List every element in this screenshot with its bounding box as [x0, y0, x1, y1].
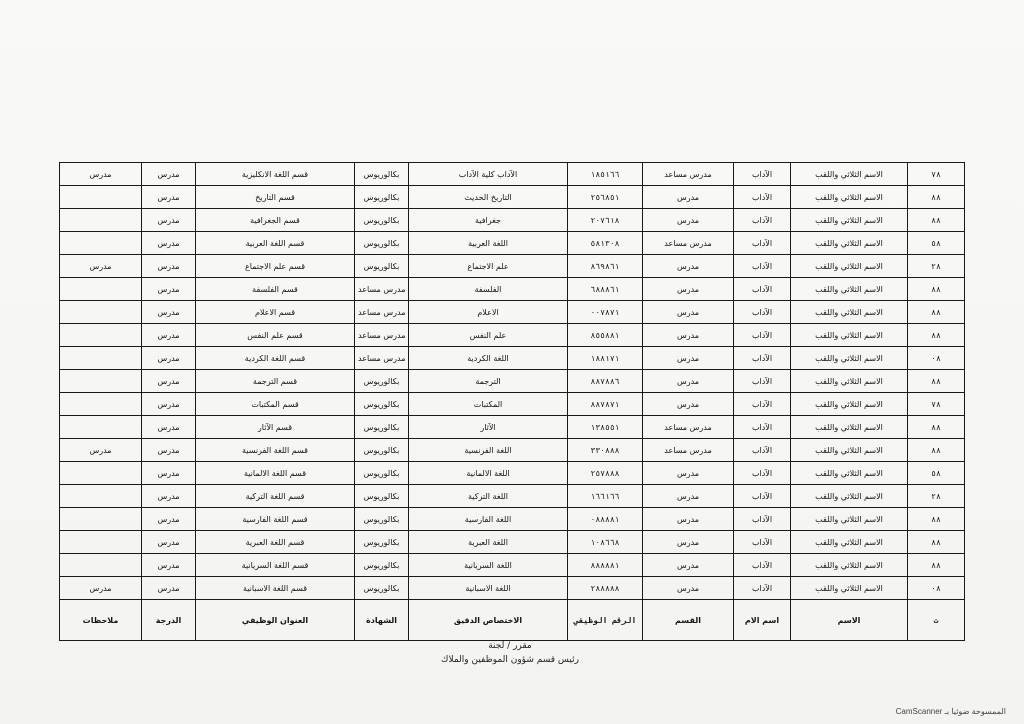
table-cell: ٠٨: [908, 577, 965, 600]
table-cell: الآداب: [734, 232, 791, 255]
table-cell: مدرس مساعد: [355, 347, 409, 370]
table-cell: القسم: [643, 600, 734, 641]
table-cell: الشهادة: [355, 600, 409, 641]
table-cell: قسم اللغة التركية: [196, 485, 355, 508]
table-cell: مدرس مساعد: [355, 324, 409, 347]
table-row: [60, 439, 965, 462]
table-cell: ٧٨: [908, 163, 965, 186]
table-cell: الآداب: [734, 393, 791, 416]
table-cell: [60, 186, 142, 209]
table-row: [60, 232, 965, 255]
table-cell: مدرس: [142, 163, 196, 186]
table-cell: ٠٨: [908, 347, 965, 370]
table-cell: قسم علم الاجتماع: [196, 255, 355, 278]
footer-line-2: رئيس قسم شؤون الموظفين والملاك: [441, 655, 579, 665]
table-cell: مدرس مساعد: [355, 278, 409, 301]
table-cell: مدرس: [142, 324, 196, 347]
table-cell: ٨٨: [908, 301, 965, 324]
table-cell: [60, 508, 142, 531]
table-cell: [60, 301, 142, 324]
table-cell: الآداب: [734, 255, 791, 278]
table-cell: قسم علم النفس: [196, 324, 355, 347]
staff-table: [59, 162, 965, 641]
table-row: [60, 531, 965, 554]
table-cell: الاعلام: [409, 301, 568, 324]
table-cell: الاسم الثلاثي واللقب: [791, 554, 908, 577]
table-cell: بكالوريوس: [355, 416, 409, 439]
table-row: [60, 554, 965, 577]
table-cell: الاسم الثلاثي واللقب: [791, 255, 908, 278]
table-cell: ٢٨٨٨٨٨: [568, 577, 643, 600]
table-cell: [60, 324, 142, 347]
table-cell: الآداب: [734, 186, 791, 209]
table-cell: الاسم الثلاثي واللقب: [791, 163, 908, 186]
table-cell: قسم اللغة الكردية: [196, 347, 355, 370]
table-cell: مدرس: [643, 278, 734, 301]
table-cell: الاسم الثلاثي واللقب: [791, 577, 908, 600]
table-cell: الآداب كلية الآداب: [409, 163, 568, 186]
table-cell: بكالوريوس: [355, 485, 409, 508]
table-cell: الآداب: [734, 462, 791, 485]
table-cell: قسم الآثار: [196, 416, 355, 439]
table-cell: اللغة الفرنسية: [409, 439, 568, 462]
table-row: [60, 186, 965, 209]
table-cell: بكالوريوس: [355, 163, 409, 186]
table-cell: الاسم الثلاثي واللقب: [791, 186, 908, 209]
table-cell: ٨٨: [908, 439, 965, 462]
table-cell: [60, 370, 142, 393]
table-cell: اسم الام: [734, 600, 791, 641]
table-cell: مدرس: [142, 278, 196, 301]
table-cell: قسم اللغة الاسبانية: [196, 577, 355, 600]
table-cell: مدرس: [142, 301, 196, 324]
table-cell: [60, 232, 142, 255]
table-cell: بكالوريوس: [355, 462, 409, 485]
table-cell: بكالوريوس: [355, 232, 409, 255]
table-cell: الاسم الثلاثي واللقب: [791, 301, 908, 324]
table-cell: ٨٨: [908, 186, 965, 209]
table-cell: ٢٠٧٦١٨: [568, 209, 643, 232]
table-cell: ٢٨: [908, 485, 965, 508]
table-cell: مدرس: [643, 347, 734, 370]
table-cell: قسم الفلسفة: [196, 278, 355, 301]
table-cell: ت: [908, 600, 965, 641]
table-cell: قسم الاعلام: [196, 301, 355, 324]
table-cell: الاسم الثلاثي واللقب: [791, 347, 908, 370]
table-cell: ٨٨: [908, 531, 965, 554]
table-cell: مدرس: [60, 439, 142, 462]
table-cell: مدرس: [60, 163, 142, 186]
table-row: [60, 163, 965, 186]
table-row: [60, 508, 965, 531]
table-cell: المكتبات: [409, 393, 568, 416]
table-cell: الاسم الثلاثي واللقب: [791, 370, 908, 393]
table-cell: مدرس: [142, 462, 196, 485]
table-cell: الاسم الثلاثي واللقب: [791, 324, 908, 347]
table-cell: مدرس: [643, 462, 734, 485]
table-cell: [60, 554, 142, 577]
table-cell: الاختصاص الدقيق: [409, 600, 568, 641]
table-cell: قسم اللغة الفارسية: [196, 508, 355, 531]
table-cell: مدرس: [643, 301, 734, 324]
table-cell: ٨٨: [908, 324, 965, 347]
table-row: [60, 255, 965, 278]
table-cell: ٨٦٩٨٦١: [568, 255, 643, 278]
camscanner-watermark: CamScanner الممسوحة ضوئيا بـ: [895, 707, 1006, 716]
table-cell: اللغة العربية: [409, 232, 568, 255]
table-cell: مدرس: [142, 416, 196, 439]
table-cell: مدرس مساعد: [643, 232, 734, 255]
table-cell: مدرس مساعد: [355, 301, 409, 324]
table-cell: مدرس: [643, 324, 734, 347]
table-cell: مدرس: [142, 508, 196, 531]
table-cell: مدرس: [643, 393, 734, 416]
table-cell: الرقم الوظيفي: [568, 600, 643, 641]
table-cell: اللغة الكردية: [409, 347, 568, 370]
table-cell: ٢٥٧٨٨٨: [568, 462, 643, 485]
table-cell: ٥٨: [908, 462, 965, 485]
table-cell: الآداب: [734, 324, 791, 347]
table-row: [60, 370, 965, 393]
table-cell: ٣٣٠٨٨٨: [568, 439, 643, 462]
table-cell: علم النفس: [409, 324, 568, 347]
table-cell: [60, 347, 142, 370]
table-row: [60, 301, 965, 324]
table-cell: قسم الترجمة: [196, 370, 355, 393]
table-cell: ٨٨٧٨٧١: [568, 393, 643, 416]
table-cell: مدرس: [142, 370, 196, 393]
table-cell: الآداب: [734, 301, 791, 324]
table-cell: مدرس: [643, 255, 734, 278]
table-cell: بكالوريوس: [355, 577, 409, 600]
table-cell: بكالوريوس: [355, 554, 409, 577]
table-cell: مدرس: [643, 186, 734, 209]
table-cell: ٨٨٧٨٨٦: [568, 370, 643, 393]
table-cell: بكالوريوس: [355, 370, 409, 393]
table-cell: العنوان الوظيفي: [196, 600, 355, 641]
table-cell: اللغة الالمانية: [409, 462, 568, 485]
table-cell: بكالوريوس: [355, 531, 409, 554]
table-cell: ٨٨: [908, 554, 965, 577]
table-row: [60, 347, 965, 370]
table-cell: قسم اللغة الانكليزية: [196, 163, 355, 186]
table-cell: مدرس: [643, 531, 734, 554]
table-cell: [60, 209, 142, 232]
table-cell: [60, 531, 142, 554]
table-cell: قسم اللغة العبرية: [196, 531, 355, 554]
table-cell: الآثار: [409, 416, 568, 439]
table-row: [60, 209, 965, 232]
table-cell: الآداب: [734, 577, 791, 600]
table-body: [60, 163, 965, 641]
table-row: [60, 278, 965, 301]
table-cell: قسم اللغة السريانية: [196, 554, 355, 577]
table-cell: بكالوريوس: [355, 209, 409, 232]
table-cell: [60, 485, 142, 508]
table-cell: الاسم الثلاثي واللقب: [791, 462, 908, 485]
table-cell: ٢٨: [908, 255, 965, 278]
table-cell: ٧٨: [908, 393, 965, 416]
table-row: [60, 577, 965, 600]
table-cell: الآداب: [734, 508, 791, 531]
table-cell: مدرس: [142, 439, 196, 462]
table-cell: ٢٥٦٨٥١: [568, 186, 643, 209]
table-cell: مدرس: [142, 186, 196, 209]
table-cell: الآداب: [734, 485, 791, 508]
table-cell: علم الاجتماع: [409, 255, 568, 278]
table-cell: بكالوريوس: [355, 393, 409, 416]
table-cell: الآداب: [734, 554, 791, 577]
table-cell: بكالوريوس: [355, 255, 409, 278]
table-cell: ٠٨٨٨٨١: [568, 508, 643, 531]
table-cell: ٥٨: [908, 232, 965, 255]
table-cell: الاسم: [791, 600, 908, 641]
table-cell: بكالوريوس: [355, 508, 409, 531]
table-cell: الآداب: [734, 209, 791, 232]
table-cell: ١٨٨١٧١: [568, 347, 643, 370]
table-cell: [60, 393, 142, 416]
footer-line-1: مقرر / لجنة: [488, 641, 532, 651]
table-cell: اللغة التركية: [409, 485, 568, 508]
table-cell: مدرس: [60, 255, 142, 278]
table-cell: الدرجة: [142, 600, 196, 641]
table-cell: الاسم الثلاثي واللقب: [791, 485, 908, 508]
table-cell: اللغة العبرية: [409, 531, 568, 554]
table-cell: مدرس: [643, 577, 734, 600]
table-cell: الآداب: [734, 347, 791, 370]
table-cell: ٦٨٨٨٦١: [568, 278, 643, 301]
table-cell: ١٠٨٦٦٨: [568, 531, 643, 554]
table-cell: مدرس: [142, 209, 196, 232]
table-cell: الاسم الثلاثي واللقب: [791, 232, 908, 255]
table-cell: ١٣٨٥٥١: [568, 416, 643, 439]
header-row: [60, 600, 965, 641]
table-cell: ٨٨: [908, 278, 965, 301]
table-cell: بكالوريوس: [355, 439, 409, 462]
table-cell: مدرس: [643, 370, 734, 393]
table-cell: ٨٨٨٨٨١: [568, 554, 643, 577]
table-cell: مدرس: [142, 554, 196, 577]
table-cell: الاسم الثلاثي واللقب: [791, 531, 908, 554]
table-cell: الاسم الثلاثي واللقب: [791, 439, 908, 462]
table-row: [60, 393, 965, 416]
table-cell: الآداب: [734, 416, 791, 439]
table-cell: مدرس: [142, 255, 196, 278]
table-cell: الاسم الثلاثي واللقب: [791, 416, 908, 439]
table-cell: ٨٨: [908, 416, 965, 439]
table-cell: الآداب: [734, 439, 791, 462]
table-cell: [60, 278, 142, 301]
table-cell: الآداب: [734, 163, 791, 186]
table-row: [60, 462, 965, 485]
table-cell: الآداب: [734, 370, 791, 393]
table-row: [60, 485, 965, 508]
table-cell: ٨٨: [908, 209, 965, 232]
table-cell: اللغة السريانية: [409, 554, 568, 577]
table-cell: مدرس: [142, 577, 196, 600]
table-cell: مدرس مساعد: [643, 163, 734, 186]
table-cell: مدرس: [142, 531, 196, 554]
table-cell: الترجمة: [409, 370, 568, 393]
table-cell: قسم الجغرافية: [196, 209, 355, 232]
table-cell: مدرس: [643, 485, 734, 508]
table-cell: قسم التاريخ: [196, 186, 355, 209]
table-cell: بكالوريوس: [355, 186, 409, 209]
table-cell: مدرس: [142, 485, 196, 508]
table-cell: [60, 416, 142, 439]
table-cell: ٠٠٧٨٧١: [568, 301, 643, 324]
table-cell: ملاحظات: [60, 600, 142, 641]
table-cell: ٨٨: [908, 370, 965, 393]
table-cell: جغرافية: [409, 209, 568, 232]
table-cell: مدرس: [142, 232, 196, 255]
table-cell: مدرس مساعد: [643, 439, 734, 462]
table-cell: الآداب: [734, 278, 791, 301]
table-row: [60, 416, 965, 439]
table-cell: مدرس: [643, 554, 734, 577]
table-cell: ١٦٦١٦٦: [568, 485, 643, 508]
table-cell: الفلسفة: [409, 278, 568, 301]
table-cell: مدرس مساعد: [643, 416, 734, 439]
table-cell: ١٨٥١٦٦: [568, 163, 643, 186]
table-cell: قسم اللغة الالمانية: [196, 462, 355, 485]
table-cell: قسم اللغة الفرنسية: [196, 439, 355, 462]
table-cell: مدرس: [643, 508, 734, 531]
table-cell: الاسم الثلاثي واللقب: [791, 393, 908, 416]
table-cell: الاسم الثلاثي واللقب: [791, 209, 908, 232]
table-cell: مدرس: [142, 347, 196, 370]
table-cell: مدرس: [643, 209, 734, 232]
table-cell: [60, 462, 142, 485]
table-cell: اللغة الاسبانية: [409, 577, 568, 600]
table-cell: قسم المكتبات: [196, 393, 355, 416]
table-cell: مدرس: [142, 393, 196, 416]
table-cell: قسم اللغة العربية: [196, 232, 355, 255]
table-cell: الاسم الثلاثي واللقب: [791, 278, 908, 301]
table-cell: الآداب: [734, 531, 791, 554]
table-cell: ٨٥٥٨٨١: [568, 324, 643, 347]
table-cell: ٥٨١٣٠٨: [568, 232, 643, 255]
table-cell: التاريخ الحديث: [409, 186, 568, 209]
table-cell: اللغة الفارسية: [409, 508, 568, 531]
table-cell: مدرس: [60, 577, 142, 600]
table-cell: الاسم الثلاثي واللقب: [791, 508, 908, 531]
table-cell: ٨٨: [908, 508, 965, 531]
table-row: [60, 324, 965, 347]
